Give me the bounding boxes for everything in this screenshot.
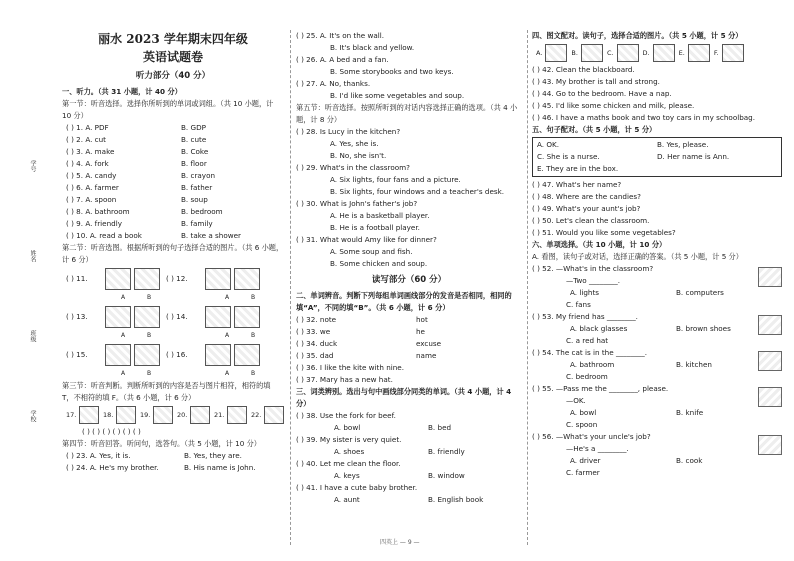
picture-b bbox=[134, 306, 160, 328]
school-label: 学校 bbox=[29, 410, 36, 422]
question-row bbox=[62, 230, 284, 242]
picture-question-row bbox=[62, 342, 284, 368]
option-b: B. bed bbox=[428, 423, 452, 432]
picture-b bbox=[234, 344, 260, 366]
question-stem: ( ) 42. Clean the blackboard. bbox=[532, 65, 635, 74]
judgement-picture bbox=[264, 406, 284, 424]
question-stem: ( ) 41. I have a cute baby brother. bbox=[296, 483, 418, 492]
judgement-picture bbox=[79, 406, 99, 424]
options-row bbox=[532, 407, 782, 419]
question-row bbox=[62, 206, 284, 218]
word-a: ( ) 36. I like the kite with nine. bbox=[296, 363, 405, 372]
word-b: excuse bbox=[416, 339, 442, 348]
answer-option: B. He is a football player. bbox=[330, 223, 420, 232]
question-stem: ( ) 25. A. It's on the wall. bbox=[296, 31, 385, 40]
judgement-pictures bbox=[62, 406, 284, 424]
option-b: B. bedroom bbox=[181, 207, 223, 216]
matching-picture bbox=[722, 44, 744, 62]
picture-b bbox=[234, 268, 260, 290]
box-option bbox=[657, 163, 777, 175]
matching-picture bbox=[545, 44, 567, 62]
option-c: C. a red hat bbox=[566, 336, 609, 345]
matching-picture bbox=[653, 44, 675, 62]
question-row bbox=[62, 170, 284, 182]
word-a: ( ) 37. Mary has a new hat. bbox=[296, 375, 393, 384]
choice-label: A bbox=[224, 332, 230, 339]
answer-option: B. Some storybooks and two keys. bbox=[330, 67, 454, 76]
box-option: C. She is a nurse. bbox=[537, 152, 600, 161]
section-heading: 二、单词辨音。判断下列每组单词画线部分的发音是否相同，相同的填“A”，不同的填“B”。（共 6 小题，计 6 分） bbox=[296, 291, 512, 312]
question-list bbox=[296, 30, 522, 102]
question-stem: ( ) 27. A. No, thanks. bbox=[296, 79, 371, 88]
picture-letter: D. bbox=[642, 49, 650, 57]
question-number: 19. bbox=[140, 411, 151, 419]
options-row bbox=[532, 287, 782, 299]
option-b: B. take a shower bbox=[181, 231, 241, 240]
options-row bbox=[296, 494, 522, 506]
name-label: 姓名 bbox=[29, 250, 36, 262]
question-stem: ( ) 31. What would Amy like for dinner? bbox=[296, 235, 437, 244]
mc-question bbox=[532, 383, 782, 431]
option-a: ( ) 7. A. spoon bbox=[66, 195, 117, 204]
section-heading: 三、词类辨别。选出与句中画线部分同类的单词。（共 4 小题，计 4 分） bbox=[296, 387, 512, 408]
choice-label: A bbox=[224, 370, 230, 377]
question-picture bbox=[758, 267, 782, 287]
choice-label bbox=[162, 368, 188, 380]
question-number: 20. bbox=[177, 411, 188, 419]
question-row bbox=[62, 182, 284, 194]
option-a: ( ) 5. A. candy bbox=[66, 171, 117, 180]
column-divider bbox=[527, 30, 528, 545]
question-stem: ( ) 38. Use the fork for beef. bbox=[296, 411, 396, 420]
question-stem: ( ) 29. What's in the classroom? bbox=[296, 163, 410, 172]
question-list bbox=[296, 314, 522, 386]
answer-option: B. Six lights, four windows and a teacher's desk. bbox=[330, 187, 505, 196]
options-row bbox=[532, 359, 782, 371]
option-b: B. cute bbox=[181, 135, 207, 144]
choice-label: B bbox=[146, 294, 152, 301]
question-stem: ( ) 30. What is John's father's job? bbox=[296, 199, 418, 208]
answer-option: A. Yes, she is. bbox=[330, 139, 379, 148]
picture-question-row bbox=[62, 304, 284, 330]
option-b: B. His name is John. bbox=[184, 463, 256, 472]
dialogue-line: —He's a ________. bbox=[566, 444, 629, 453]
question-list bbox=[62, 122, 284, 242]
options-row bbox=[296, 446, 522, 458]
student-number-label: 学号 bbox=[29, 160, 36, 172]
box-option: E. They are in the box. bbox=[537, 164, 619, 173]
choice-label bbox=[188, 368, 214, 380]
column-2 bbox=[296, 30, 522, 506]
instruction: 第一节：听音选择。选择你所听到的单词或词组。（共 10 小题，计 10 分） bbox=[62, 99, 274, 120]
choice-label: A bbox=[120, 370, 126, 377]
question-stem: ( ) 40. Let me clean the floor. bbox=[296, 459, 401, 468]
options-row bbox=[532, 323, 782, 335]
option-a: A. keys bbox=[334, 471, 360, 480]
option-c: C. spoon bbox=[566, 420, 598, 429]
option-a: A. bowl bbox=[570, 408, 597, 417]
choice-label: A bbox=[120, 294, 126, 301]
question-list bbox=[532, 179, 782, 239]
option-b: B. soup bbox=[181, 195, 208, 204]
exam-title: 丽水 2023 学年期末四年级 bbox=[98, 32, 248, 46]
option-a: ( ) 1. A. PDF bbox=[66, 123, 109, 132]
question-stem: ( ) 46. I have a maths book and two toy cars in my schoolbag. bbox=[532, 113, 756, 122]
option-b: B. floor bbox=[181, 159, 207, 168]
section-heading: 四、图文配对。读句子，选择合适的图片。（共 5 小题，计 5 分） bbox=[532, 31, 743, 40]
question-number: 18. bbox=[103, 411, 114, 419]
instruction: 第三节：听音判断。判断所听到的内容是否与图片相符，相符的填 T，不相符的填 F。（共 6 小题，计 6 分） bbox=[62, 381, 271, 402]
answer-option: A. Some soup and fish. bbox=[330, 247, 413, 256]
option-a: ( ) 3. A. make bbox=[66, 147, 115, 156]
option-a: ( ) 10. A. read a book bbox=[66, 231, 142, 240]
judgement-picture bbox=[116, 406, 136, 424]
question-row bbox=[62, 122, 284, 134]
question-row bbox=[62, 158, 284, 170]
word-a: ( ) 34. duck bbox=[296, 339, 338, 348]
answer-option: B. Some chicken and soup. bbox=[330, 259, 428, 268]
box-row bbox=[537, 139, 777, 151]
listening-heading: 听力部分（40 分） bbox=[135, 71, 211, 81]
ab-labels bbox=[62, 368, 284, 380]
question-stem: ( ) 49. What's your aunt's job? bbox=[532, 204, 641, 213]
choice-label bbox=[188, 330, 214, 342]
judgement-picture bbox=[153, 406, 173, 424]
question-stem: ( ) 55. —Pass me the ________, please. bbox=[532, 384, 669, 393]
word-a: ( ) 35. dad bbox=[296, 351, 334, 360]
choice-label bbox=[162, 330, 188, 342]
option-a: A. shoes bbox=[334, 447, 365, 456]
question-number: ( ) 16. bbox=[166, 350, 188, 359]
page-footer: 四英上 — 9 — bbox=[380, 539, 420, 546]
question-number: ( ) 11. bbox=[66, 274, 88, 283]
option-b: B. kitchen bbox=[676, 360, 712, 369]
word-b: name bbox=[416, 351, 437, 360]
option-b: B. window bbox=[428, 471, 465, 480]
question-stem: ( ) 39. My sister is very quiet. bbox=[296, 435, 402, 444]
word-a: ( ) 32. note bbox=[296, 315, 337, 324]
question-row bbox=[296, 338, 522, 350]
word-b: hot bbox=[416, 315, 428, 324]
question-picture bbox=[758, 387, 782, 407]
picture-letter: E. bbox=[678, 49, 685, 57]
choice-label: A bbox=[120, 332, 126, 339]
choice-label: B bbox=[146, 332, 152, 339]
picture-letter: F. bbox=[713, 49, 719, 57]
question-stem: ( ) 53. My friend has ________. bbox=[532, 312, 638, 321]
option-b: B. family bbox=[181, 219, 213, 228]
section-heading: 五、句子配对。（共 5 小题，计 5 分） bbox=[532, 125, 657, 134]
picture-a bbox=[205, 306, 231, 328]
answer-option: B. No, she isn't. bbox=[330, 151, 387, 160]
question-number: ( ) 13. bbox=[66, 312, 88, 321]
picture-a bbox=[105, 268, 131, 290]
box-row bbox=[537, 163, 777, 175]
mc-question bbox=[532, 347, 782, 383]
question-number: ( ) 15. bbox=[66, 350, 88, 359]
box-row bbox=[537, 151, 777, 163]
option-a: ( ) 8. A. bathroom bbox=[66, 207, 130, 216]
column-3 bbox=[532, 30, 782, 479]
answer-option: B. I'd like some vegetables and soup. bbox=[330, 91, 465, 100]
mc-question bbox=[532, 263, 782, 311]
choice-label bbox=[188, 292, 214, 304]
picture-a bbox=[205, 344, 231, 366]
option-b: B. English book bbox=[428, 495, 484, 504]
matching-picture bbox=[617, 44, 639, 62]
box-option: B. Yes, please. bbox=[657, 140, 709, 149]
dialogue-line: —Two ________. bbox=[566, 276, 620, 285]
matching-picture bbox=[581, 44, 603, 62]
option-a: ( ) 4. A. fork bbox=[66, 159, 109, 168]
option-b: B. crayon bbox=[181, 171, 216, 180]
option-a: ( ) 2. A. cut bbox=[66, 135, 107, 144]
question-row bbox=[296, 350, 522, 362]
instruction: 第四节：听音回答。听问句，选答句。（共 5 小题，计 10 分） bbox=[62, 439, 261, 448]
question-row bbox=[62, 134, 284, 146]
box-option: D. Her name is Ann. bbox=[657, 152, 730, 161]
question-stem: ( ) 52. —What's in the classroom? bbox=[532, 264, 654, 273]
question-number: ( ) 12. bbox=[166, 274, 188, 283]
answer-option: A. He is a basketball player. bbox=[330, 211, 430, 220]
box-option: A. OK. bbox=[537, 140, 560, 149]
option-a: A. driver bbox=[570, 456, 601, 465]
word-a: ( ) 33. we bbox=[296, 327, 331, 336]
choice-label: B bbox=[250, 332, 256, 339]
mc-question bbox=[532, 311, 782, 347]
question-picture bbox=[758, 315, 782, 335]
option-b: B. computers bbox=[676, 288, 724, 297]
picture-b bbox=[134, 268, 160, 290]
option-c: C. farmer bbox=[566, 468, 600, 477]
section-heading: 一、听力。（共 31 小题，计 40 分） bbox=[62, 87, 182, 96]
options-row bbox=[532, 455, 782, 467]
picture-letter: A. bbox=[536, 49, 543, 57]
question-picture bbox=[758, 351, 782, 371]
option-a: ( ) 24. A. He's my brother. bbox=[66, 463, 159, 472]
picture-letter: B. bbox=[571, 49, 578, 57]
matching-picture bbox=[688, 44, 710, 62]
question-list bbox=[296, 410, 522, 506]
question-row bbox=[296, 326, 522, 338]
option-b: B. knife bbox=[676, 408, 704, 417]
column-divider bbox=[290, 30, 291, 545]
option-a: ( ) 23. A. Yes, it is. bbox=[66, 451, 131, 460]
question-number: 17. bbox=[66, 411, 77, 419]
option-b: B. Yes, they are. bbox=[184, 451, 242, 460]
picture-question-row bbox=[62, 266, 284, 292]
question-stem: ( ) 45. I'd like some chicken and milk, please. bbox=[532, 101, 695, 110]
choice-label: B bbox=[250, 370, 256, 377]
word-b: he bbox=[416, 327, 425, 336]
question-stem: ( ) 56. —What's your uncle's job? bbox=[532, 432, 651, 441]
question-list bbox=[296, 126, 522, 270]
picture-a bbox=[105, 344, 131, 366]
option-a: A. bathroom bbox=[570, 360, 615, 369]
question-picture bbox=[758, 435, 782, 455]
question-stem: ( ) 54. The cat is in the ________. bbox=[532, 348, 647, 357]
class-label: 班级 bbox=[29, 330, 36, 342]
options-row bbox=[296, 470, 522, 482]
option-c: C. fans bbox=[566, 300, 591, 309]
column-1 bbox=[62, 30, 284, 474]
question-stem: ( ) 44. Go to the bedroom. Have a nap. bbox=[532, 89, 672, 98]
ab-labels bbox=[62, 330, 284, 342]
picture-b bbox=[134, 344, 160, 366]
question-row bbox=[62, 450, 284, 462]
options-row bbox=[296, 422, 522, 434]
question-row bbox=[296, 374, 522, 386]
instruction: 第五节：听音选择。按照所听到的对话内容选择正确的选项。（共 4 小题，计 8 分） bbox=[296, 103, 518, 124]
picture-question-list bbox=[62, 266, 284, 380]
picture-a bbox=[205, 268, 231, 290]
option-b: B. father bbox=[181, 183, 213, 192]
question-stem: ( ) 50. Let's clean the classroom. bbox=[532, 216, 650, 225]
binding-margin bbox=[20, 80, 54, 520]
picture-a bbox=[105, 306, 131, 328]
question-stem: ( ) 47. What's her name? bbox=[532, 180, 622, 189]
answer-option: A. Six lights, four fans and a picture. bbox=[330, 175, 461, 184]
choice-label bbox=[162, 292, 188, 304]
option-b: B. friendly bbox=[428, 447, 465, 456]
question-list bbox=[532, 64, 782, 124]
question-number: 21. bbox=[214, 411, 225, 419]
judgement-picture bbox=[190, 406, 210, 424]
reading-heading: 读写部分（60 分） bbox=[371, 275, 447, 285]
choice-label: A bbox=[224, 294, 230, 301]
answer-box bbox=[532, 137, 782, 177]
instruction: A. 看图，读句子或对话，选择正确的答案。（共 5 小题，计 5 分） bbox=[532, 252, 743, 261]
question-row bbox=[62, 194, 284, 206]
option-b: B. Coke bbox=[181, 147, 209, 156]
question-row bbox=[296, 362, 522, 374]
question-stem: ( ) 48. Where are the candies? bbox=[532, 192, 641, 201]
question-number: ( ) 14. bbox=[166, 312, 188, 321]
section-heading: 六、单项选择。（共 10 小题，计 10 分） bbox=[532, 240, 667, 249]
question-list bbox=[62, 450, 284, 474]
choice-label: B bbox=[250, 294, 256, 301]
question-stem: ( ) 51. Would you like some vegetables? bbox=[532, 228, 676, 237]
option-b: B. GDP bbox=[181, 123, 206, 132]
judgement-picture bbox=[227, 406, 247, 424]
answer-brackets: ( ) ( ) ( ) ( ) ( ) ( ) bbox=[82, 427, 141, 436]
mc-question bbox=[532, 431, 782, 479]
matching-pictures bbox=[532, 44, 782, 62]
answer-option: B. It's black and yellow. bbox=[330, 43, 415, 52]
question-stem: ( ) 43. My brother is tall and strong. bbox=[532, 77, 660, 86]
instruction: 第二节：听音选图。根据所听到的句子选择合适的图片。（共 6 小题，计 6 分） bbox=[62, 243, 284, 264]
question-number: 22. bbox=[251, 411, 262, 419]
question-stem: ( ) 26. A. A bed and a fan. bbox=[296, 55, 389, 64]
question-row bbox=[62, 218, 284, 230]
question-stem: ( ) 28. Is Lucy in the kitchen? bbox=[296, 127, 401, 136]
choice-label: B bbox=[146, 370, 152, 377]
question-row bbox=[62, 462, 284, 474]
option-a: A. lights bbox=[570, 288, 600, 297]
option-a: A. aunt bbox=[334, 495, 360, 504]
question-list bbox=[532, 263, 782, 479]
exam-subtitle: 英语试题卷 bbox=[142, 50, 203, 64]
question-row bbox=[296, 314, 522, 326]
picture-b bbox=[234, 306, 260, 328]
dialogue-line: —OK. bbox=[566, 396, 586, 405]
option-a: ( ) 6. A. farmer bbox=[66, 183, 119, 192]
picture-letter: C. bbox=[606, 49, 614, 57]
option-a: A. bowl bbox=[334, 423, 361, 432]
question-row bbox=[62, 146, 284, 158]
ab-labels bbox=[62, 292, 284, 304]
option-c: C. bedroom bbox=[566, 372, 608, 381]
option-a: ( ) 9. A. friendly bbox=[66, 219, 122, 228]
option-a: A. black glasses bbox=[570, 324, 628, 333]
option-b: B. cook bbox=[676, 456, 703, 465]
option-b: B. brown shoes bbox=[676, 324, 731, 333]
